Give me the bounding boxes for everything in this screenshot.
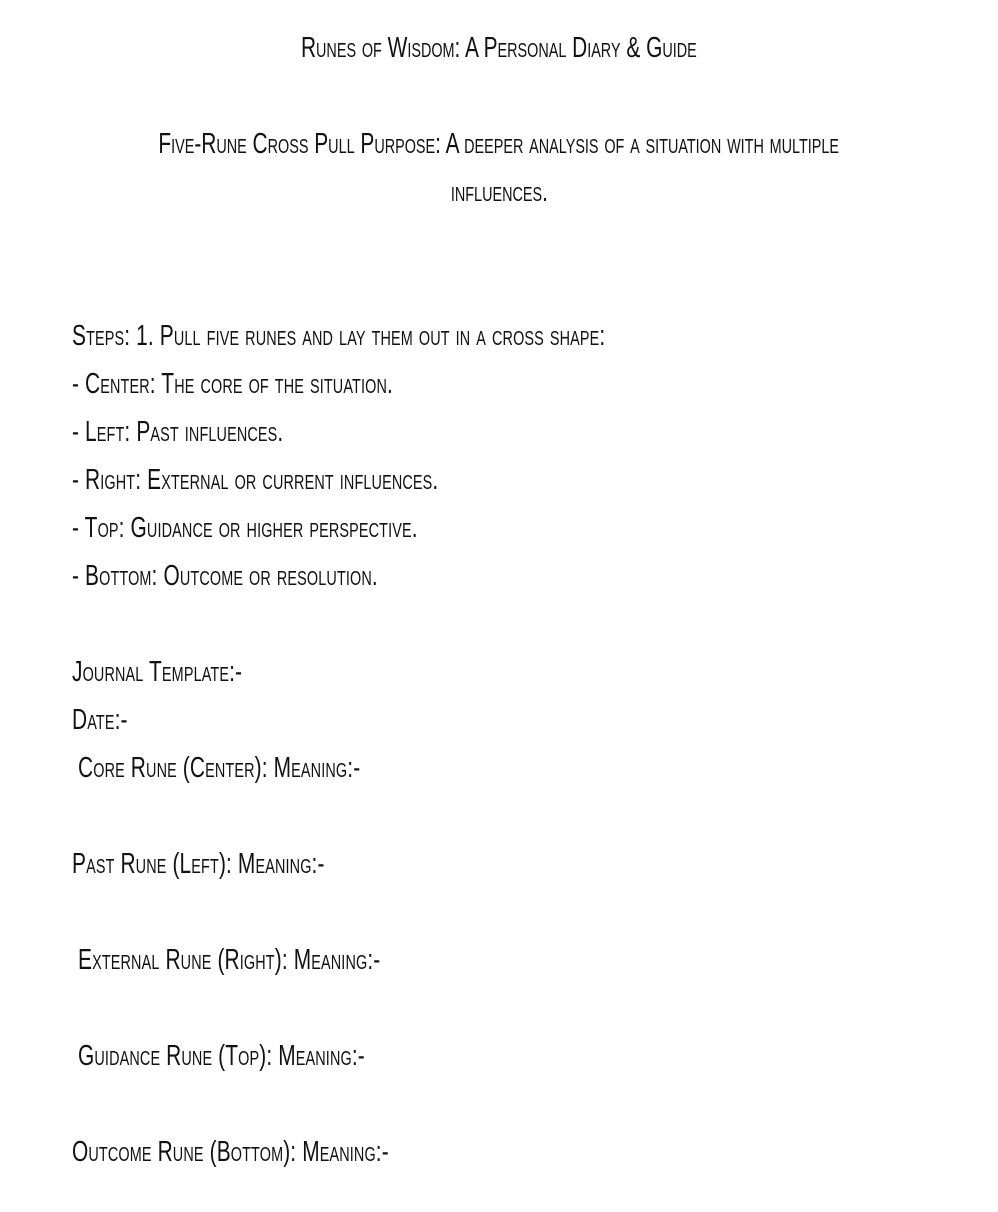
step-left: - Left: Past influences. <box>72 416 284 448</box>
steps-intro: Steps: 1. Pull five runes and lay them out in a cross shape: <box>72 320 606 352</box>
outcome-rune-field: Outcome Rune (Bottom): Meaning:- <box>72 1136 389 1168</box>
core-rune-field: Core Rune (Center): Meaning:- <box>78 752 361 784</box>
past-rune-field: Past Rune (Left): Meaning:- <box>72 848 325 880</box>
purpose-row-1 <box>0 120 998 168</box>
title-row <box>0 24 998 72</box>
date-field: Date:- <box>72 704 128 736</box>
guidance-rune-field: Guidance Rune (Top): Meaning:- <box>78 1040 365 1072</box>
purpose-row-2 <box>0 168 998 216</box>
purpose-line-2: influences. <box>450 176 548 208</box>
external-rune-field: External Rune (Right): Meaning:- <box>78 944 381 976</box>
document-title: Runes of Wisdom: A Personal Diary & Guide <box>301 32 697 64</box>
purpose-line-1: Five-Rune Cross Pull Purpose: A deeper analysis of a situation with multiple <box>158 128 840 160</box>
step-bottom: - Bottom: Outcome or resolution. <box>72 560 378 592</box>
step-right: - Right: External or current influences. <box>72 464 439 496</box>
journal-template-heading: Journal Template:- <box>72 656 243 688</box>
step-top: - Top: Guidance or higher perspective. <box>72 512 418 544</box>
step-center: - Center: The core of the situation. <box>72 368 393 400</box>
